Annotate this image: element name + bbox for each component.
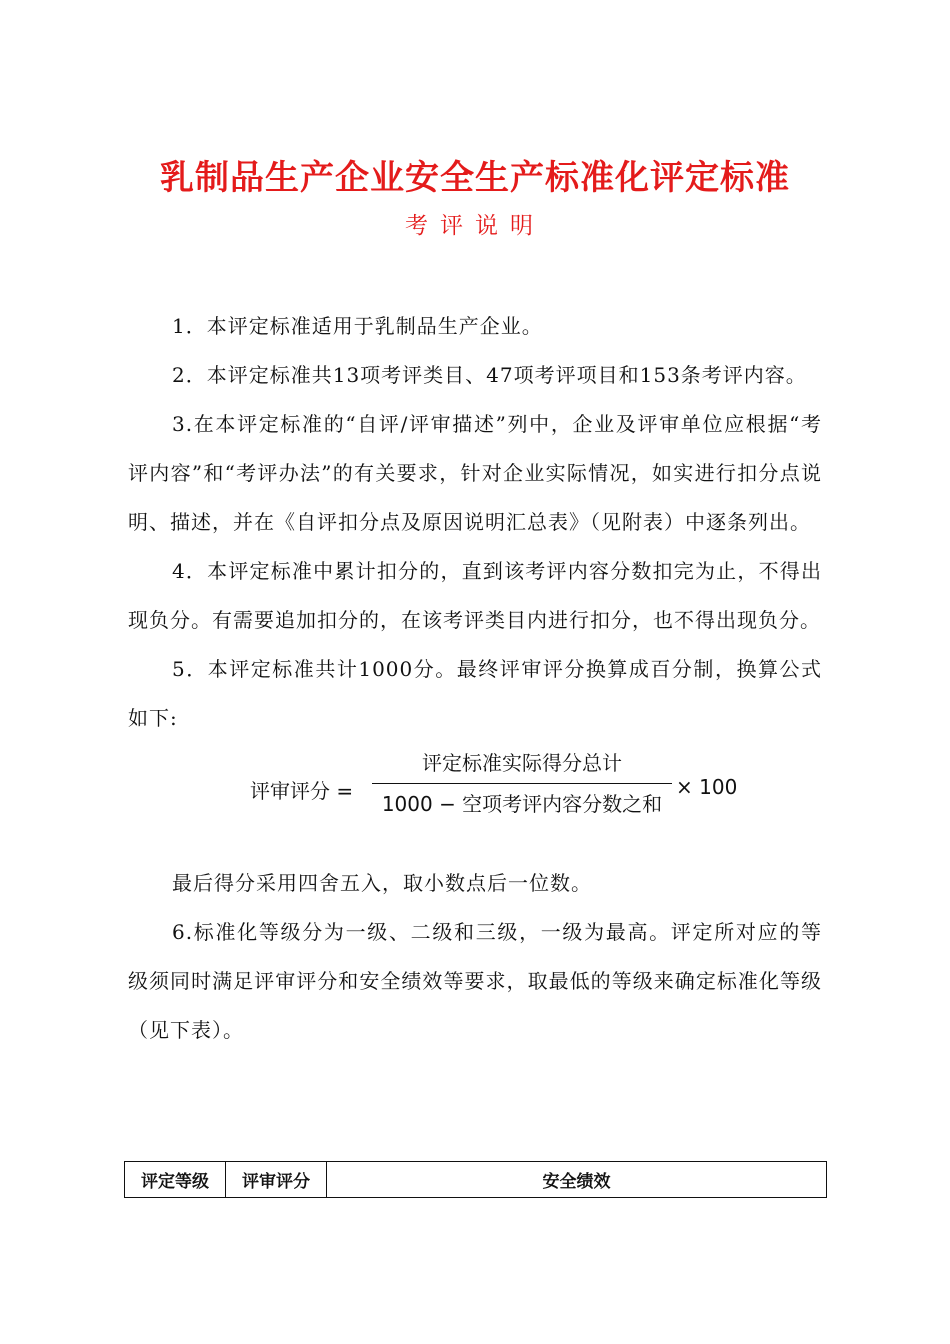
formula-numerator: 评定标准实际得分总计 <box>422 751 622 775</box>
formula-denominator: 1000 − 空项考评内容分数之和 <box>381 792 663 816</box>
document-subtitle: 考评说明 <box>405 213 545 239</box>
paragraph-6: 6.标准化等级分为一级、二级和三级，一级为最高。评定所对应的等级须同时满足评审评分和安全绩效等要求，取最低的等级来确定标准化等级（见下表）。 <box>128 920 822 1042</box>
paragraph-3: 3.在本评定标准的“自评/评审描述”列中，企业及评审单位应根据“考评内容”和“考评办法”的有关要求，针对企业实际情况，如实进行扣分点说明、描述，并在《自评扣分点及原因说明汇总表》（见附表）中逐条列出。 <box>128 412 822 534</box>
formula-fraction <box>372 743 672 824</box>
paragraph-2: 2．本评定标准共13项考评类目、47项考评项目和153条考评内容。 <box>172 363 807 387</box>
paragraph-4: 4．本评定标准中累计扣分的，直到该考评内容分数扣完为止，不得出现负分。有需要追加扣分的，在该考评类目内进行扣分，也不得出现负分。 <box>128 559 822 632</box>
paragraph-5: 5．本评定标准共计1000分。最终评审评分换算成百分制，换算公式如下: <box>128 657 822 730</box>
document-body <box>128 302 822 1055</box>
header-score: 评审评分 <box>226 1162 327 1198</box>
spacer <box>128 843 822 859</box>
paragraph-1: 1．本评定标准适用于乳制品生产企业。 <box>172 314 543 338</box>
paragraph-rounding: 最后得分采用四舍五入，取小数点后一位数。 <box>172 871 592 895</box>
grade-table <box>124 1161 827 1198</box>
header-safety: 安全绩效 <box>327 1162 827 1198</box>
document-title: 乳制品生产企业安全生产标准化评定标准 <box>160 158 790 198</box>
header-grade: 评定等级 <box>125 1162 226 1198</box>
score-formula <box>128 743 822 843</box>
formula-right: × 100 <box>676 775 738 799</box>
formula-left: 评审评分 = <box>250 779 354 803</box>
table-header-row <box>125 1162 827 1198</box>
